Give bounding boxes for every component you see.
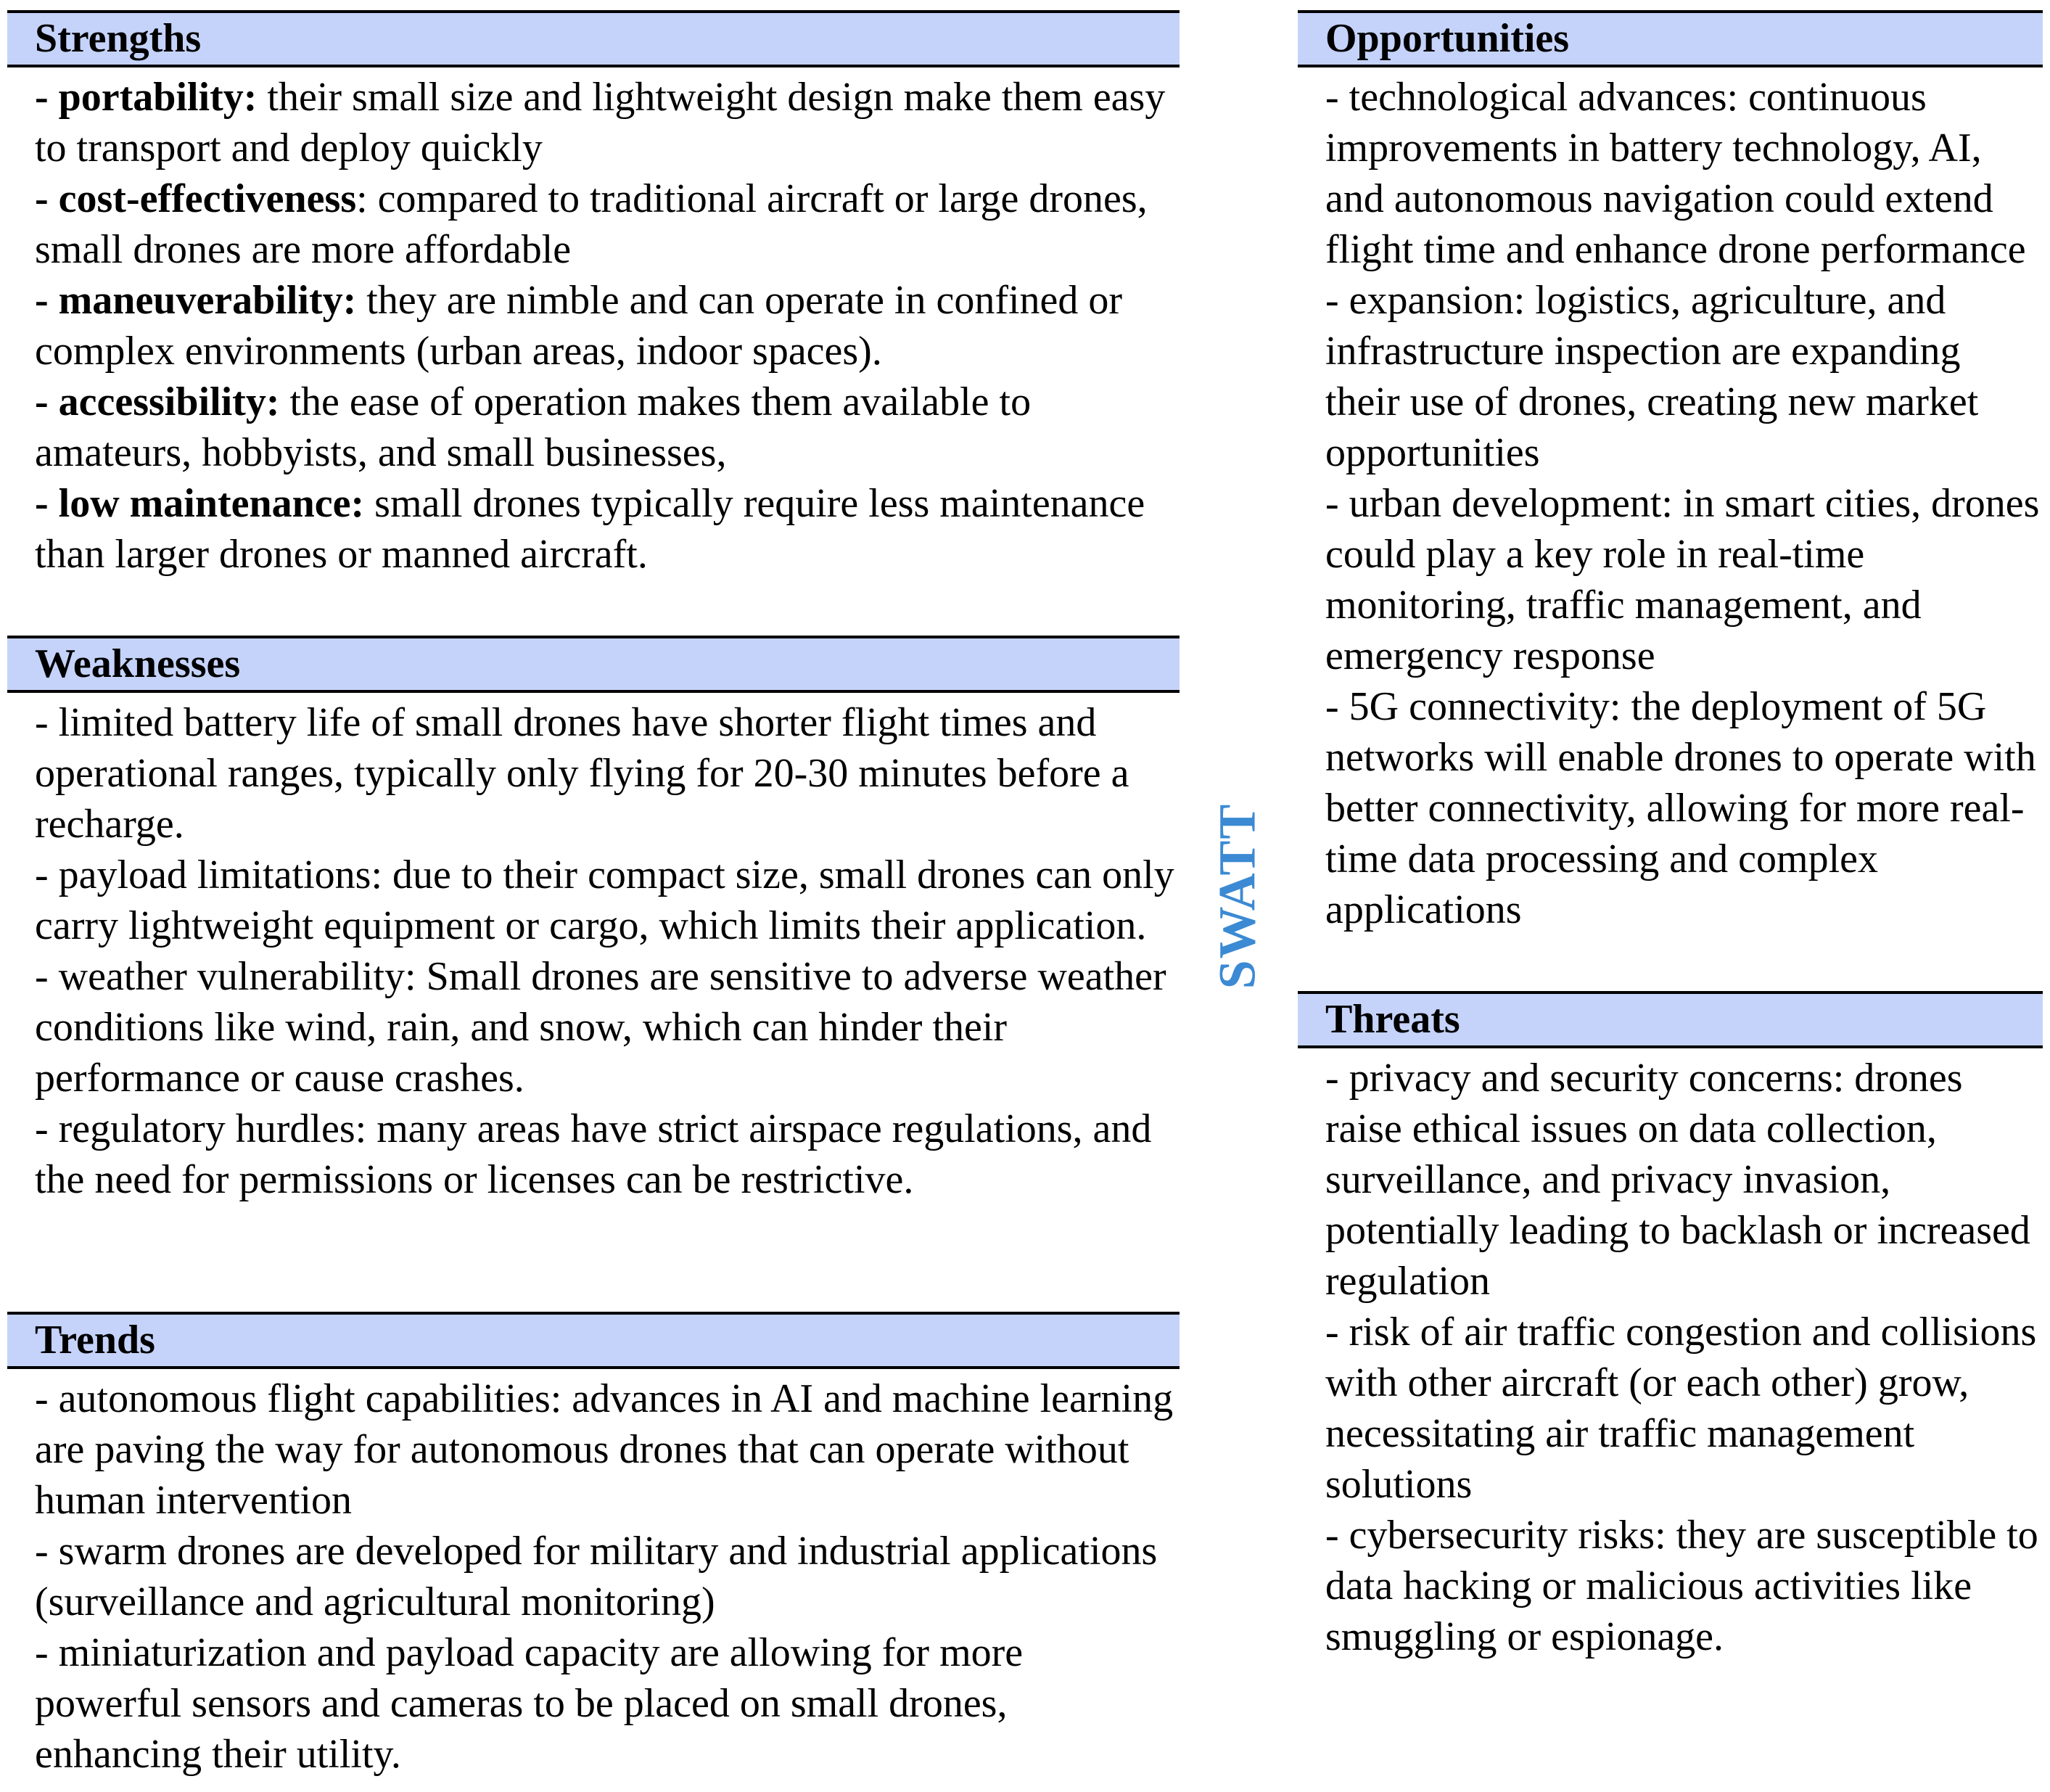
opportunities-section xyxy=(1298,10,2043,935)
weaknesses-heading: Weaknesses xyxy=(7,636,1180,693)
swatt-title: SWATT xyxy=(1208,802,1267,990)
threats-heading: Threats xyxy=(1298,991,2043,1048)
strength-term: - maneuverability: xyxy=(35,278,357,323)
strengths-section xyxy=(7,10,1180,580)
threat-item: - privacy and security concerns: drones raise ethical issues on data collection, surveillance, and privacy invasion, potentially leading to backlash or increased regulation xyxy=(1325,1056,2030,1304)
strength-item-accessibility xyxy=(35,377,1180,478)
opportunities-list xyxy=(1298,67,2043,935)
opportunity-item: - technological advances: continuous improvements in battery technology, AI, and autonomous navigation could extend flight time and enhance drone performance xyxy=(1325,75,2026,272)
strength-item-portability xyxy=(35,72,1180,173)
trends-section xyxy=(7,1312,1180,1780)
weakness-item: - payload limitations: due to their compact size, small drones can only carry lightweight equipment or cargo, which limits their application. xyxy=(35,852,1174,948)
strengths-list xyxy=(7,67,1180,580)
opportunity-item: - expansion: logistics, agriculture, and infrastructure inspection are expanding their use of drones, creating new market opportunities xyxy=(1325,278,1979,475)
strength-term: - accessibility: xyxy=(35,379,280,424)
weakness-item: - limited battery life of small drones have shorter flight times and operational ranges, typically only flying for 20-30 minutes before a recharge. xyxy=(35,700,1129,847)
weaknesses-list xyxy=(7,693,1180,1205)
trend-item: - miniaturization and payload capacity are allowing for more powerful sensors and cameras to be placed on small drones, enhancing their utility. xyxy=(35,1630,1024,1777)
trend-item: - autonomous flight capabilities: advances in AI and machine learning are paving the way for autonomous drones that can operate without human intervention xyxy=(35,1376,1174,1523)
strengths-heading: Strengths xyxy=(7,10,1180,67)
opportunities-heading: Opportunities xyxy=(1298,10,2043,67)
opportunity-item: - urban development: in smart cities, drones could play a key role in real-time monitoring, traffic management, and emergency response xyxy=(1325,481,2040,678)
trends-heading: Trends xyxy=(7,1312,1180,1369)
strength-term: - portability: xyxy=(35,75,258,120)
threat-item: - risk of air traffic congestion and collisions with other aircraft (or each other) grow, necessitating air traffic management solutions xyxy=(1325,1310,2037,1507)
trend-item: - swarm drones are developed for military and industrial applications (surveillance and agricultural monitoring) xyxy=(35,1529,1158,1624)
strength-text: their small size and lightweight design make them easy to transport and deploy quickly xyxy=(35,75,1166,170)
threats-list xyxy=(1298,1048,2043,1662)
strength-term: - low maintenance: xyxy=(35,481,365,526)
trends-list xyxy=(7,1369,1180,1780)
weaknesses-section xyxy=(7,636,1180,1205)
strength-item-maneuverability xyxy=(35,275,1180,377)
strength-item-low-maintenance xyxy=(35,478,1180,580)
strength-text: small drones typically require less maintenance than larger drones or manned aircraft. xyxy=(35,481,1145,577)
threats-section xyxy=(1298,991,2043,1662)
strength-text: the ease of operation makes them available to amateurs, hobbyists, and small businesses, xyxy=(35,379,1032,475)
strength-item-cost-effectiveness xyxy=(35,173,1180,275)
weakness-item: - regulatory hurdles: many areas have strict airspace regulations, and the need for permissions or licenses can be restrictive. xyxy=(35,1106,1152,1202)
weakness-item: - weather vulnerability: Small drones are sensitive to adverse weather conditions like wind, rain, and snow, which can hinder their performance or cause crashes. xyxy=(35,954,1166,1101)
threat-item: - cybersecurity risks: they are susceptible to data hacking or malicious activities like smuggling or espionage. xyxy=(1325,1513,2038,1659)
strength-text: they are nimble and can operate in confined or complex environments (urban areas, indoor spaces). xyxy=(35,278,1123,374)
opportunity-item: - 5G connectivity: the deployment of 5G networks will enable drones to operate with better connectivity, allowing for more real-time data processing and complex applications xyxy=(1325,684,2036,932)
strength-text: : compared to traditional aircraft or large drones, small drones are more affordable xyxy=(35,176,1148,272)
strength-term: - cost-effectiveness xyxy=(35,176,357,221)
